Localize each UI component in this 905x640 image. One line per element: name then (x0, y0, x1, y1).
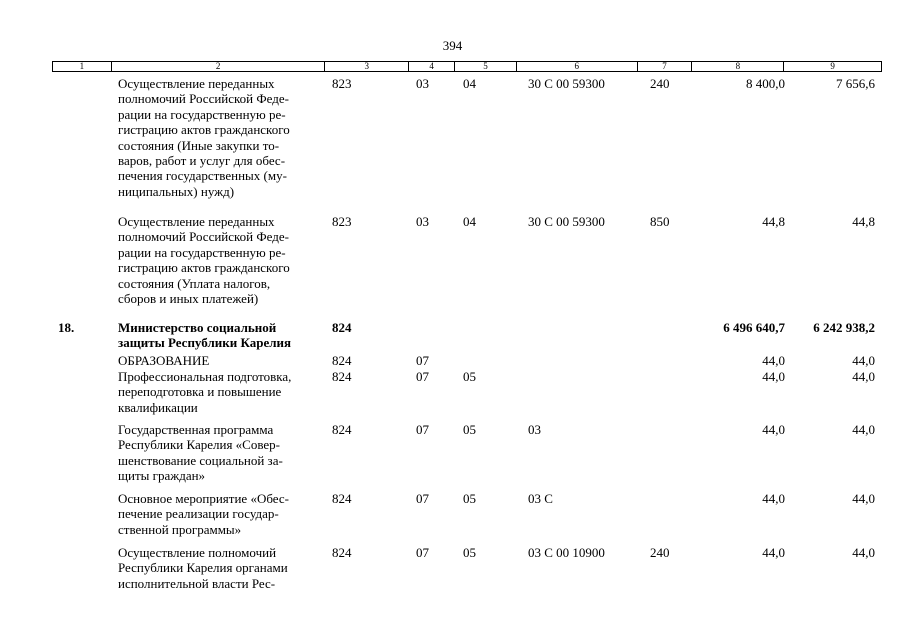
row-name-line: полномочий Российской Феде- (118, 91, 289, 107)
row-name-line: состояния (Уплата налогов, (118, 275, 271, 291)
target-article-code: 03 С (528, 491, 553, 506)
target-article-code: 03 С 00 10900 (528, 545, 605, 560)
row-name (118, 545, 330, 591)
ministry-code: 824 (332, 545, 352, 560)
row-name-line: ственной программы» (118, 521, 242, 537)
amount-year-1: 44,0 (762, 491, 785, 506)
row-name (118, 76, 330, 199)
amount-year-2: 44,8 (852, 214, 875, 229)
expense-type-code: 850 (650, 214, 670, 229)
section-code: 07 (416, 353, 429, 368)
ministry-code: 824 (332, 369, 352, 384)
col-header-6: 6 (517, 62, 638, 71)
row-name (118, 353, 330, 368)
amount-year-1: 6 496 640,7 (723, 320, 785, 335)
expense-type-code: 240 (650, 76, 670, 91)
row-name-line: рации на государственную ре- (118, 244, 286, 260)
col-header-5: 5 (455, 62, 517, 71)
section-code: 07 (416, 491, 429, 506)
amount-year-1: 44,8 (762, 214, 785, 229)
subsection-code: 04 (463, 214, 476, 229)
row-name-line: Осуществление полномочий (118, 545, 277, 560)
target-article-code: 30 С 00 59300 (528, 214, 605, 229)
row-name-line: печение реализации государ- (118, 506, 279, 522)
col-header-7: 7 (638, 62, 693, 71)
ministry-code: 824 (332, 353, 352, 368)
subsection-code: 05 (463, 545, 476, 560)
row-name-line: сборов и иных платежей) (118, 291, 259, 307)
row-name-line: шенствование социальной за- (118, 452, 283, 468)
row-name-line: состояния (Иные закупки то- (118, 137, 280, 153)
row-name-line: печения государственных (му- (118, 168, 287, 184)
ministry-code: 824 (332, 491, 352, 506)
amount-year-1: 44,0 (762, 545, 785, 560)
column-header-row (52, 61, 882, 72)
section-code: 07 (416, 369, 429, 384)
row-name-line: варов, работ и услуг для обес- (118, 153, 286, 169)
row-name-line: Осуществление переданных (118, 214, 275, 229)
row-name-line: ниципальных) нужд) (118, 183, 235, 199)
ministry-code: 823 (332, 214, 352, 229)
row-name-line: рации на государственную ре- (118, 106, 286, 122)
amount-year-2: 44,0 (852, 369, 875, 384)
amount-year-1: 44,0 (762, 353, 785, 368)
expense-type-code: 240 (650, 545, 670, 560)
amount-year-1: 44,0 (762, 369, 785, 384)
ministry-code: 824 (332, 422, 352, 437)
row-name-line: Государственная программа (118, 422, 274, 437)
row-name-line: переподготовка и повышение (118, 384, 282, 400)
ministry-code: 824 (332, 320, 352, 335)
section-code: 07 (416, 422, 429, 437)
ministry-code: 823 (332, 76, 352, 91)
col-header-2: 2 (112, 62, 325, 71)
section-code: 03 (416, 76, 429, 91)
section-code: 07 (416, 545, 429, 560)
amount-year-2: 6 242 938,2 (813, 320, 875, 335)
row-name (118, 214, 330, 306)
row-name-line: гистрацию актов гражданского (118, 260, 290, 276)
row-name-line: Основное мероприятие «Обес- (118, 491, 289, 506)
target-article-code: 03 (528, 422, 541, 437)
amount-year-2: 7 656,6 (836, 76, 875, 91)
row-name (118, 491, 330, 537)
amount-year-2: 44,0 (852, 545, 875, 560)
col-header-3: 3 (325, 62, 409, 71)
target-article-code: 30 С 00 59300 (528, 76, 605, 91)
amount-year-1: 8 400,0 (746, 76, 785, 91)
section-code: 03 (416, 214, 429, 229)
row-number: 18. (58, 320, 75, 335)
amount-year-2: 44,0 (852, 353, 875, 368)
row-name-line: гистрацию актов гражданского (118, 122, 290, 138)
row-name-line: полномочий Российской Феде- (118, 229, 289, 245)
row-name-line: Профессиональная подготовка, (118, 369, 292, 384)
subsection-code: 04 (463, 76, 476, 91)
page-number: 394 (442, 38, 463, 53)
col-header-4: 4 (409, 62, 455, 71)
col-header-9: 9 (830, 61, 835, 71)
row-name-line: защиты Республики Карелия (118, 335, 292, 351)
row-name-line: ОБРАЗОВАНИЕ (118, 353, 210, 368)
amount-year-1: 44,0 (762, 422, 785, 437)
row-name-line: Министерство социальной (118, 320, 277, 335)
amount-year-2: 44,0 (852, 491, 875, 506)
row-name-line: Осуществление переданных (118, 76, 275, 91)
subsection-code: 05 (463, 369, 476, 384)
subsection-code: 05 (463, 422, 476, 437)
col-header-8: 8 (692, 62, 784, 71)
row-name-line: Республики Карелия органами (118, 560, 288, 576)
col-header-1: 1 (53, 62, 112, 71)
row-name-line: квалификации (118, 399, 198, 415)
row-name (118, 369, 330, 415)
row-name (118, 422, 330, 484)
row-name-line: Республики Карелия «Совер- (118, 437, 281, 453)
subsection-code: 05 (463, 491, 476, 506)
amount-year-2: 44,0 (852, 422, 875, 437)
row-name-line: щиты граждан» (118, 468, 206, 484)
row-name-line: исполнительной власти Рес- (118, 575, 276, 591)
row-name (118, 320, 330, 351)
